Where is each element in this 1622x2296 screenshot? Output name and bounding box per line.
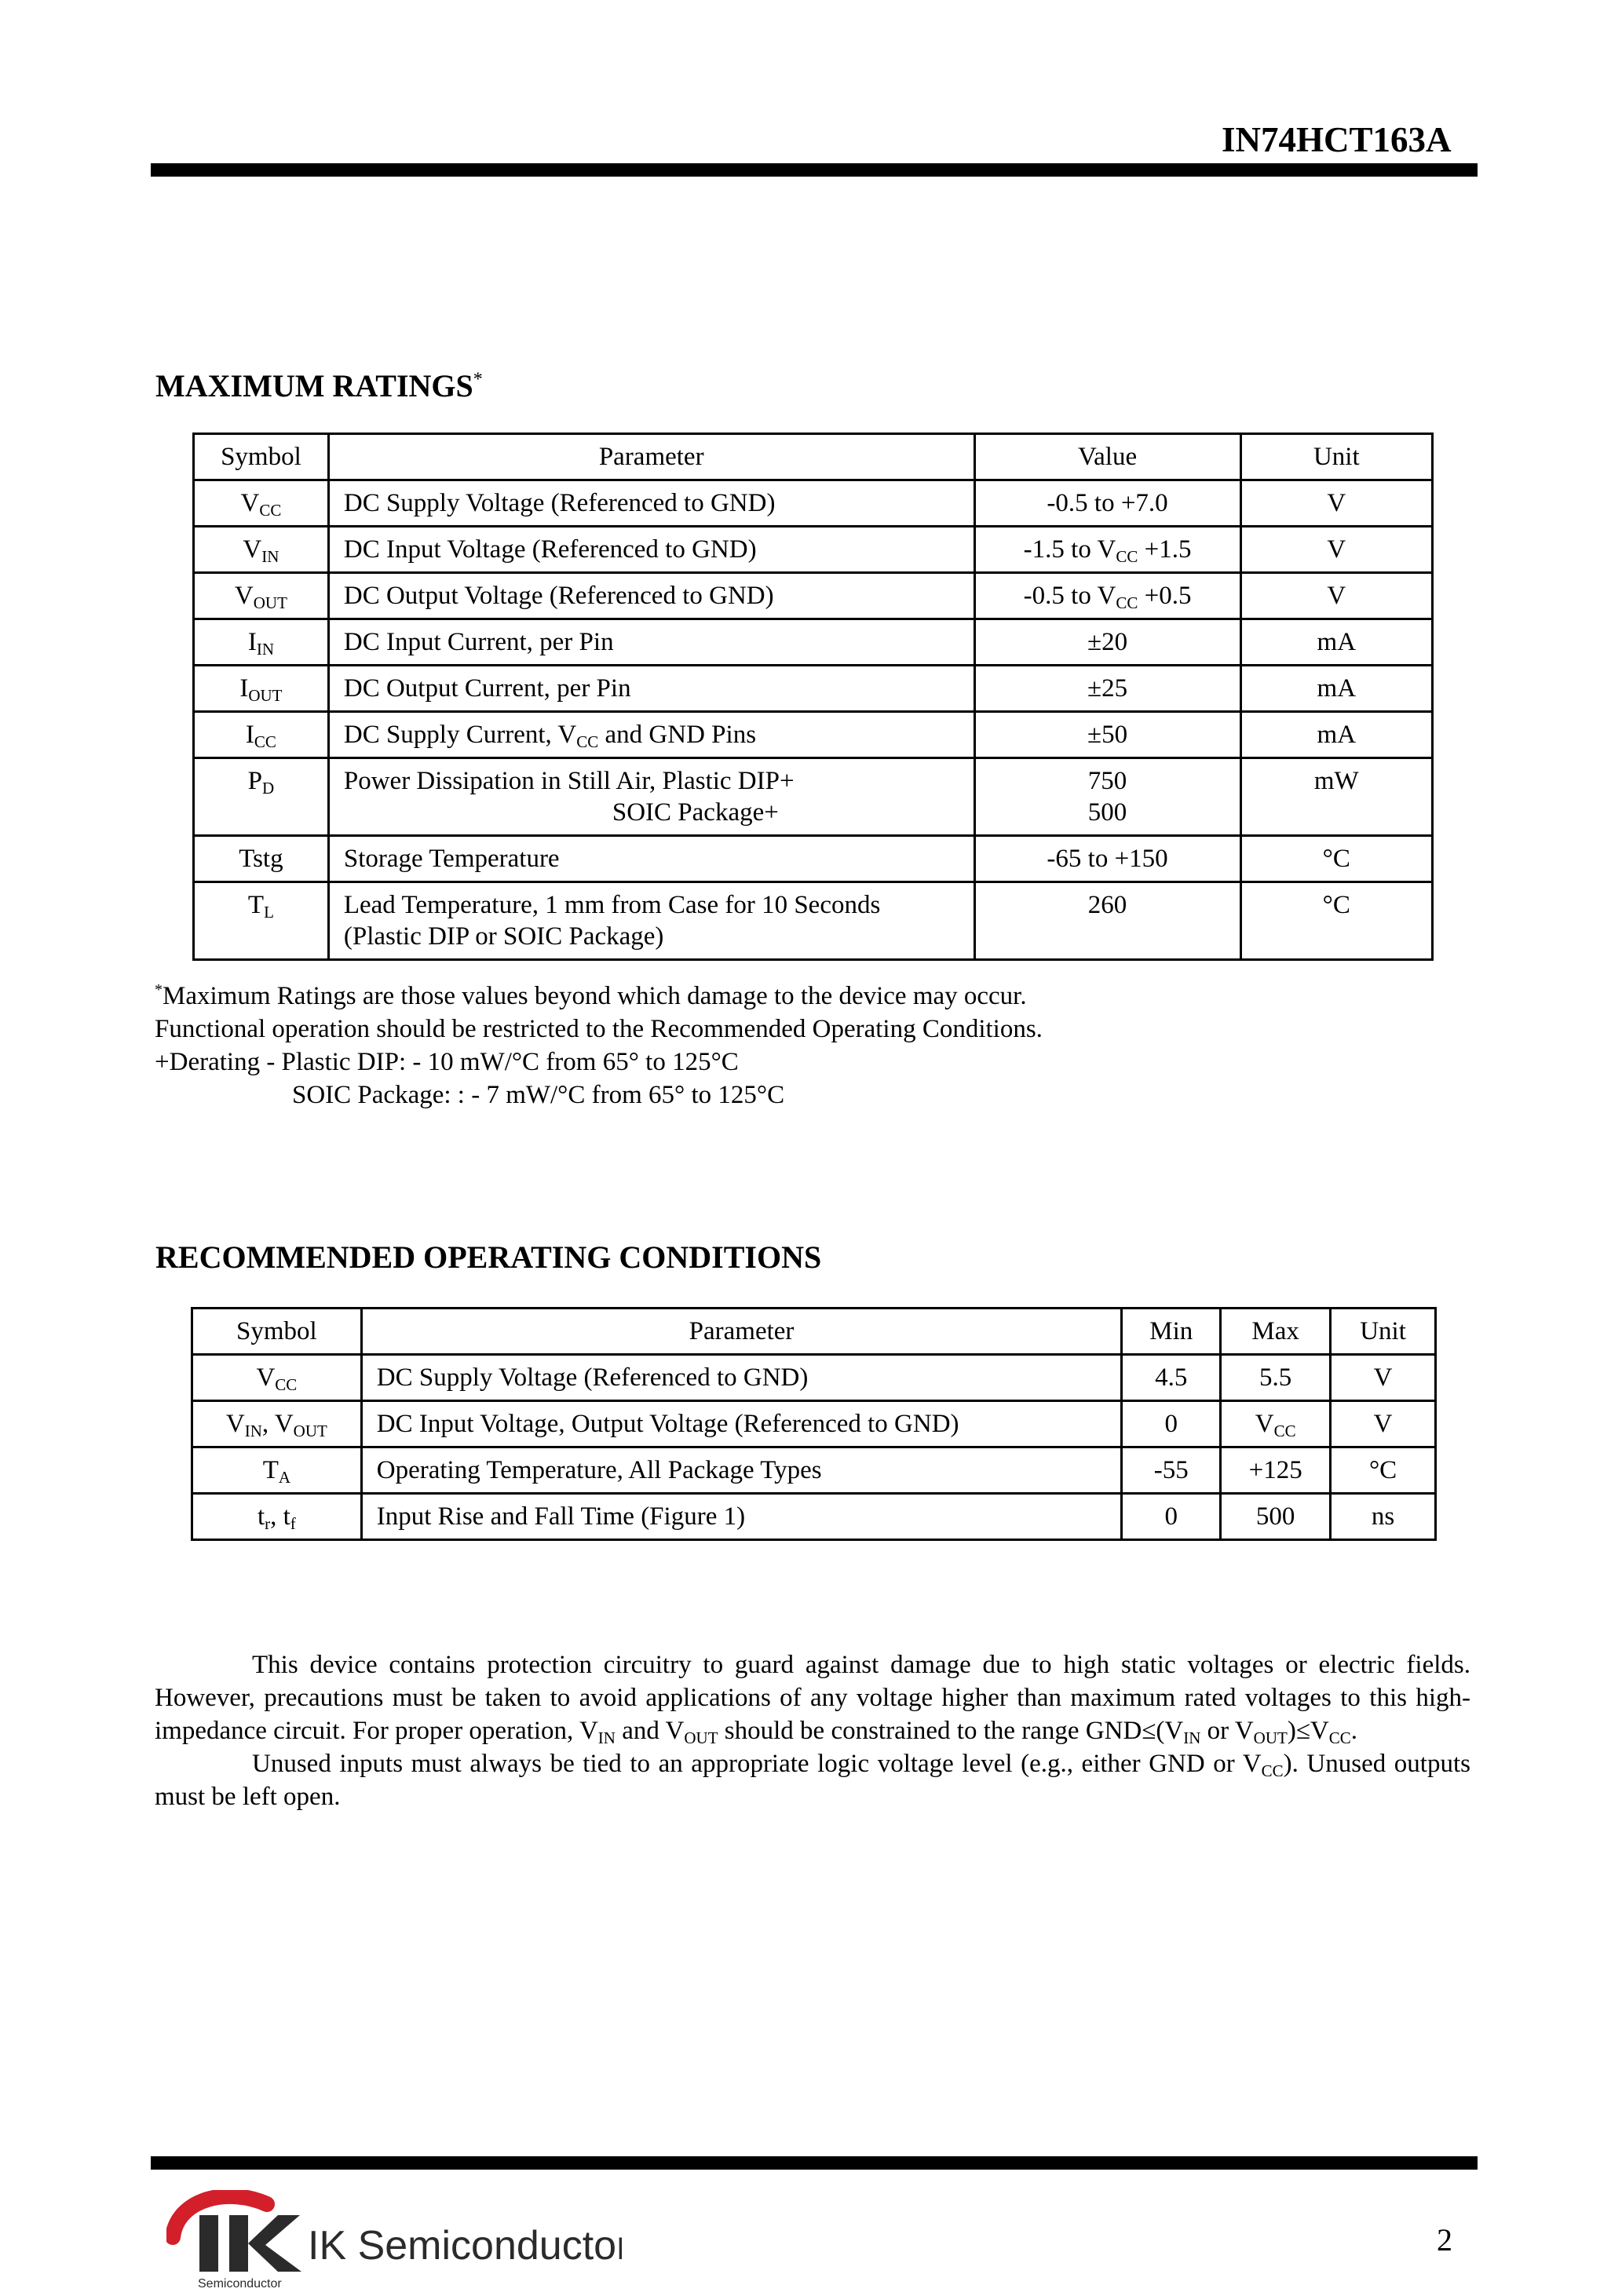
- parameter-cell: Input Rise and Fall Time (Figure 1): [361, 1494, 1122, 1540]
- symbol-cell: $I_{OUT}$: [194, 666, 329, 712]
- table-row: [194, 758, 1433, 836]
- parameter-cell: DC Supply Current, $V_{CC}$ and GND Pins: [328, 712, 974, 758]
- parameter-cell: DC Supply Voltage (Referenced to GND): [328, 480, 974, 527]
- svg-text:Semiconductor: Semiconductor: [198, 2277, 282, 2291]
- max-ratings-table: [192, 433, 1434, 961]
- parameter-cell: DC Output Voltage (Referenced to GND): [328, 573, 974, 619]
- parameter-cell: Power Dissipation in Still Air, Plastic DIP+ SOIC Package+: [328, 758, 974, 836]
- parameter-cell: Operating Temperature, All Package Types: [361, 1447, 1122, 1494]
- unit-cell: mA: [1240, 666, 1432, 712]
- body-text: [155, 1648, 1470, 1813]
- part-number: IN74HCT163A: [1222, 120, 1452, 159]
- table-row: [194, 712, 1433, 758]
- footnote-line: *Maximum Ratings are those values beyond which damage to the device may occur.: [155, 981, 1027, 1010]
- company-logo: [166, 2190, 622, 2292]
- max-cell: $V_{CC}$: [1221, 1401, 1331, 1447]
- unit-cell: °C: [1331, 1447, 1436, 1494]
- table-row: [194, 836, 1433, 882]
- symbol-cell: $V_{IN}$: [194, 527, 329, 573]
- table-row: [194, 619, 1433, 666]
- table-row: [194, 666, 1433, 712]
- value-cell: ±50: [974, 712, 1240, 758]
- min-cell: -55: [1122, 1447, 1221, 1494]
- parameter-cell: DC Output Current, per Pin: [328, 666, 974, 712]
- symbol-cell: $T_L$: [194, 882, 329, 960]
- unit-cell: V: [1240, 527, 1432, 573]
- max-cell: +125: [1221, 1447, 1331, 1494]
- footnote-line: +Derating - Plastic DIP: - 10 mW/°C from 65° to 125°C: [155, 1048, 739, 1076]
- column-header: Min: [1122, 1309, 1221, 1355]
- unit-cell: °C: [1240, 836, 1432, 882]
- min-cell: 0: [1122, 1401, 1221, 1447]
- value-cell: 750 500: [974, 758, 1240, 836]
- header-rule: [151, 163, 1478, 177]
- column-header: Value: [974, 434, 1240, 480]
- symbol-cell: $I_{IN}$: [194, 619, 329, 666]
- symbol-cell: Tstg: [194, 836, 329, 882]
- table-row: [192, 1447, 1436, 1494]
- symbol-cell: $T_A$: [192, 1447, 362, 1494]
- unit-cell: mA: [1240, 712, 1432, 758]
- column-header: Max: [1221, 1309, 1331, 1355]
- table-row: [192, 1494, 1436, 1540]
- parameter-cell: DC Input Voltage, Output Voltage (Referenced to GND): [361, 1401, 1122, 1447]
- max-cell: 500: [1221, 1494, 1331, 1540]
- footnote-line: Functional operation should be restricted to the Recommended Operating Conditions.: [155, 1015, 1043, 1043]
- unit-cell: ns: [1331, 1494, 1436, 1540]
- paragraph: This device contains protection circuitry to guard against damage due to high static voltages or electric fields. However, precautions must be taken to avoid applications of any voltage higher than maximum rated voltages to this high-impedance circuit. For proper operation, $V_{IN}$ and $V_{OUT}$ should be constrained to the range $GND\le(V_{IN}$ or $V_{OUT})\le V_{CC}$.: [155, 1651, 1470, 1747]
- value-cell: -0.5 to $V_{CC} +0.5$: [974, 573, 1240, 619]
- max-cell: 5.5: [1221, 1355, 1331, 1401]
- column-header: Parameter: [328, 434, 974, 480]
- max-ratings-title: MAXIMUM RATINGS*: [155, 368, 483, 403]
- table-row: [194, 882, 1433, 960]
- column-header: Unit: [1240, 434, 1432, 480]
- unit-cell: V: [1331, 1401, 1436, 1447]
- page-number: 2: [1437, 2222, 1452, 2258]
- unit-cell: °C: [1240, 882, 1432, 960]
- value-cell: 260: [974, 882, 1240, 960]
- min-cell: 4.5: [1122, 1355, 1221, 1401]
- table-row: [194, 480, 1433, 527]
- table-row: [192, 1355, 1436, 1401]
- parameter-cell: DC Input Voltage (Referenced to GND): [328, 527, 974, 573]
- ratings-footnote: [155, 973, 1043, 1111]
- symbol-cell: $V_{CC}$: [192, 1355, 362, 1401]
- value-cell: -65 to +150: [974, 836, 1240, 882]
- ik-logo-icon: [166, 2190, 622, 2292]
- parameter-cell: DC Supply Voltage (Referenced to GND): [361, 1355, 1122, 1401]
- rec-conditions-title: RECOMMENDED OPERATING CONDITIONS: [155, 1239, 822, 1275]
- unit-cell: V: [1240, 573, 1432, 619]
- table-header-row: [192, 1309, 1436, 1355]
- value-cell: -0.5 to +7.0: [974, 480, 1240, 527]
- column-header: Symbol: [192, 1309, 362, 1355]
- rec-conditions-table: [191, 1307, 1437, 1541]
- parameter-cell: DC Input Current, per Pin: [328, 619, 974, 666]
- column-header: Parameter: [361, 1309, 1122, 1355]
- parameter-cell: Storage Temperature: [328, 836, 974, 882]
- symbol-cell: $P_D$: [194, 758, 329, 836]
- table-row: [194, 573, 1433, 619]
- symbol-cell: $V_{OUT}$: [194, 573, 329, 619]
- paragraph: Unused inputs must always be tied to an appropriate logic voltage level (e.g., either GND or $V_{CC}$). Unused outputs must be left open.: [155, 1750, 1470, 1811]
- unit-cell: mA: [1240, 619, 1432, 666]
- company-name: IK Semiconductor: [308, 2223, 622, 2269]
- value-cell: ±20: [974, 619, 1240, 666]
- parameter-cell: Lead Temperature, 1 mm from Case for 10 Seconds (Plastic DIP or SOIC Package): [328, 882, 974, 960]
- symbol-cell: $V_{IN}$, $V_{OUT}$: [192, 1401, 362, 1447]
- unit-cell: mW: [1240, 758, 1432, 836]
- column-header: Symbol: [194, 434, 329, 480]
- table-header-row: [194, 434, 1433, 480]
- footer-rule: [151, 2156, 1478, 2170]
- value-cell: -1.5 to $V_{CC} +1.5$: [974, 527, 1240, 573]
- table-row: [192, 1401, 1436, 1447]
- symbol-cell: $V_{CC}$: [194, 480, 329, 527]
- column-header: Unit: [1331, 1309, 1436, 1355]
- footnote-line: SOIC Package: : - 7 mW/°C from 65° to 125°C: [292, 1081, 785, 1109]
- symbol-cell: $I_{CC}$: [194, 712, 329, 758]
- min-cell: 0: [1122, 1494, 1221, 1540]
- unit-cell: V: [1240, 480, 1432, 527]
- table-row: [194, 527, 1433, 573]
- unit-cell: V: [1331, 1355, 1436, 1401]
- value-cell: ±25: [974, 666, 1240, 712]
- symbol-cell: $t_r$, $t_f$: [192, 1494, 362, 1540]
